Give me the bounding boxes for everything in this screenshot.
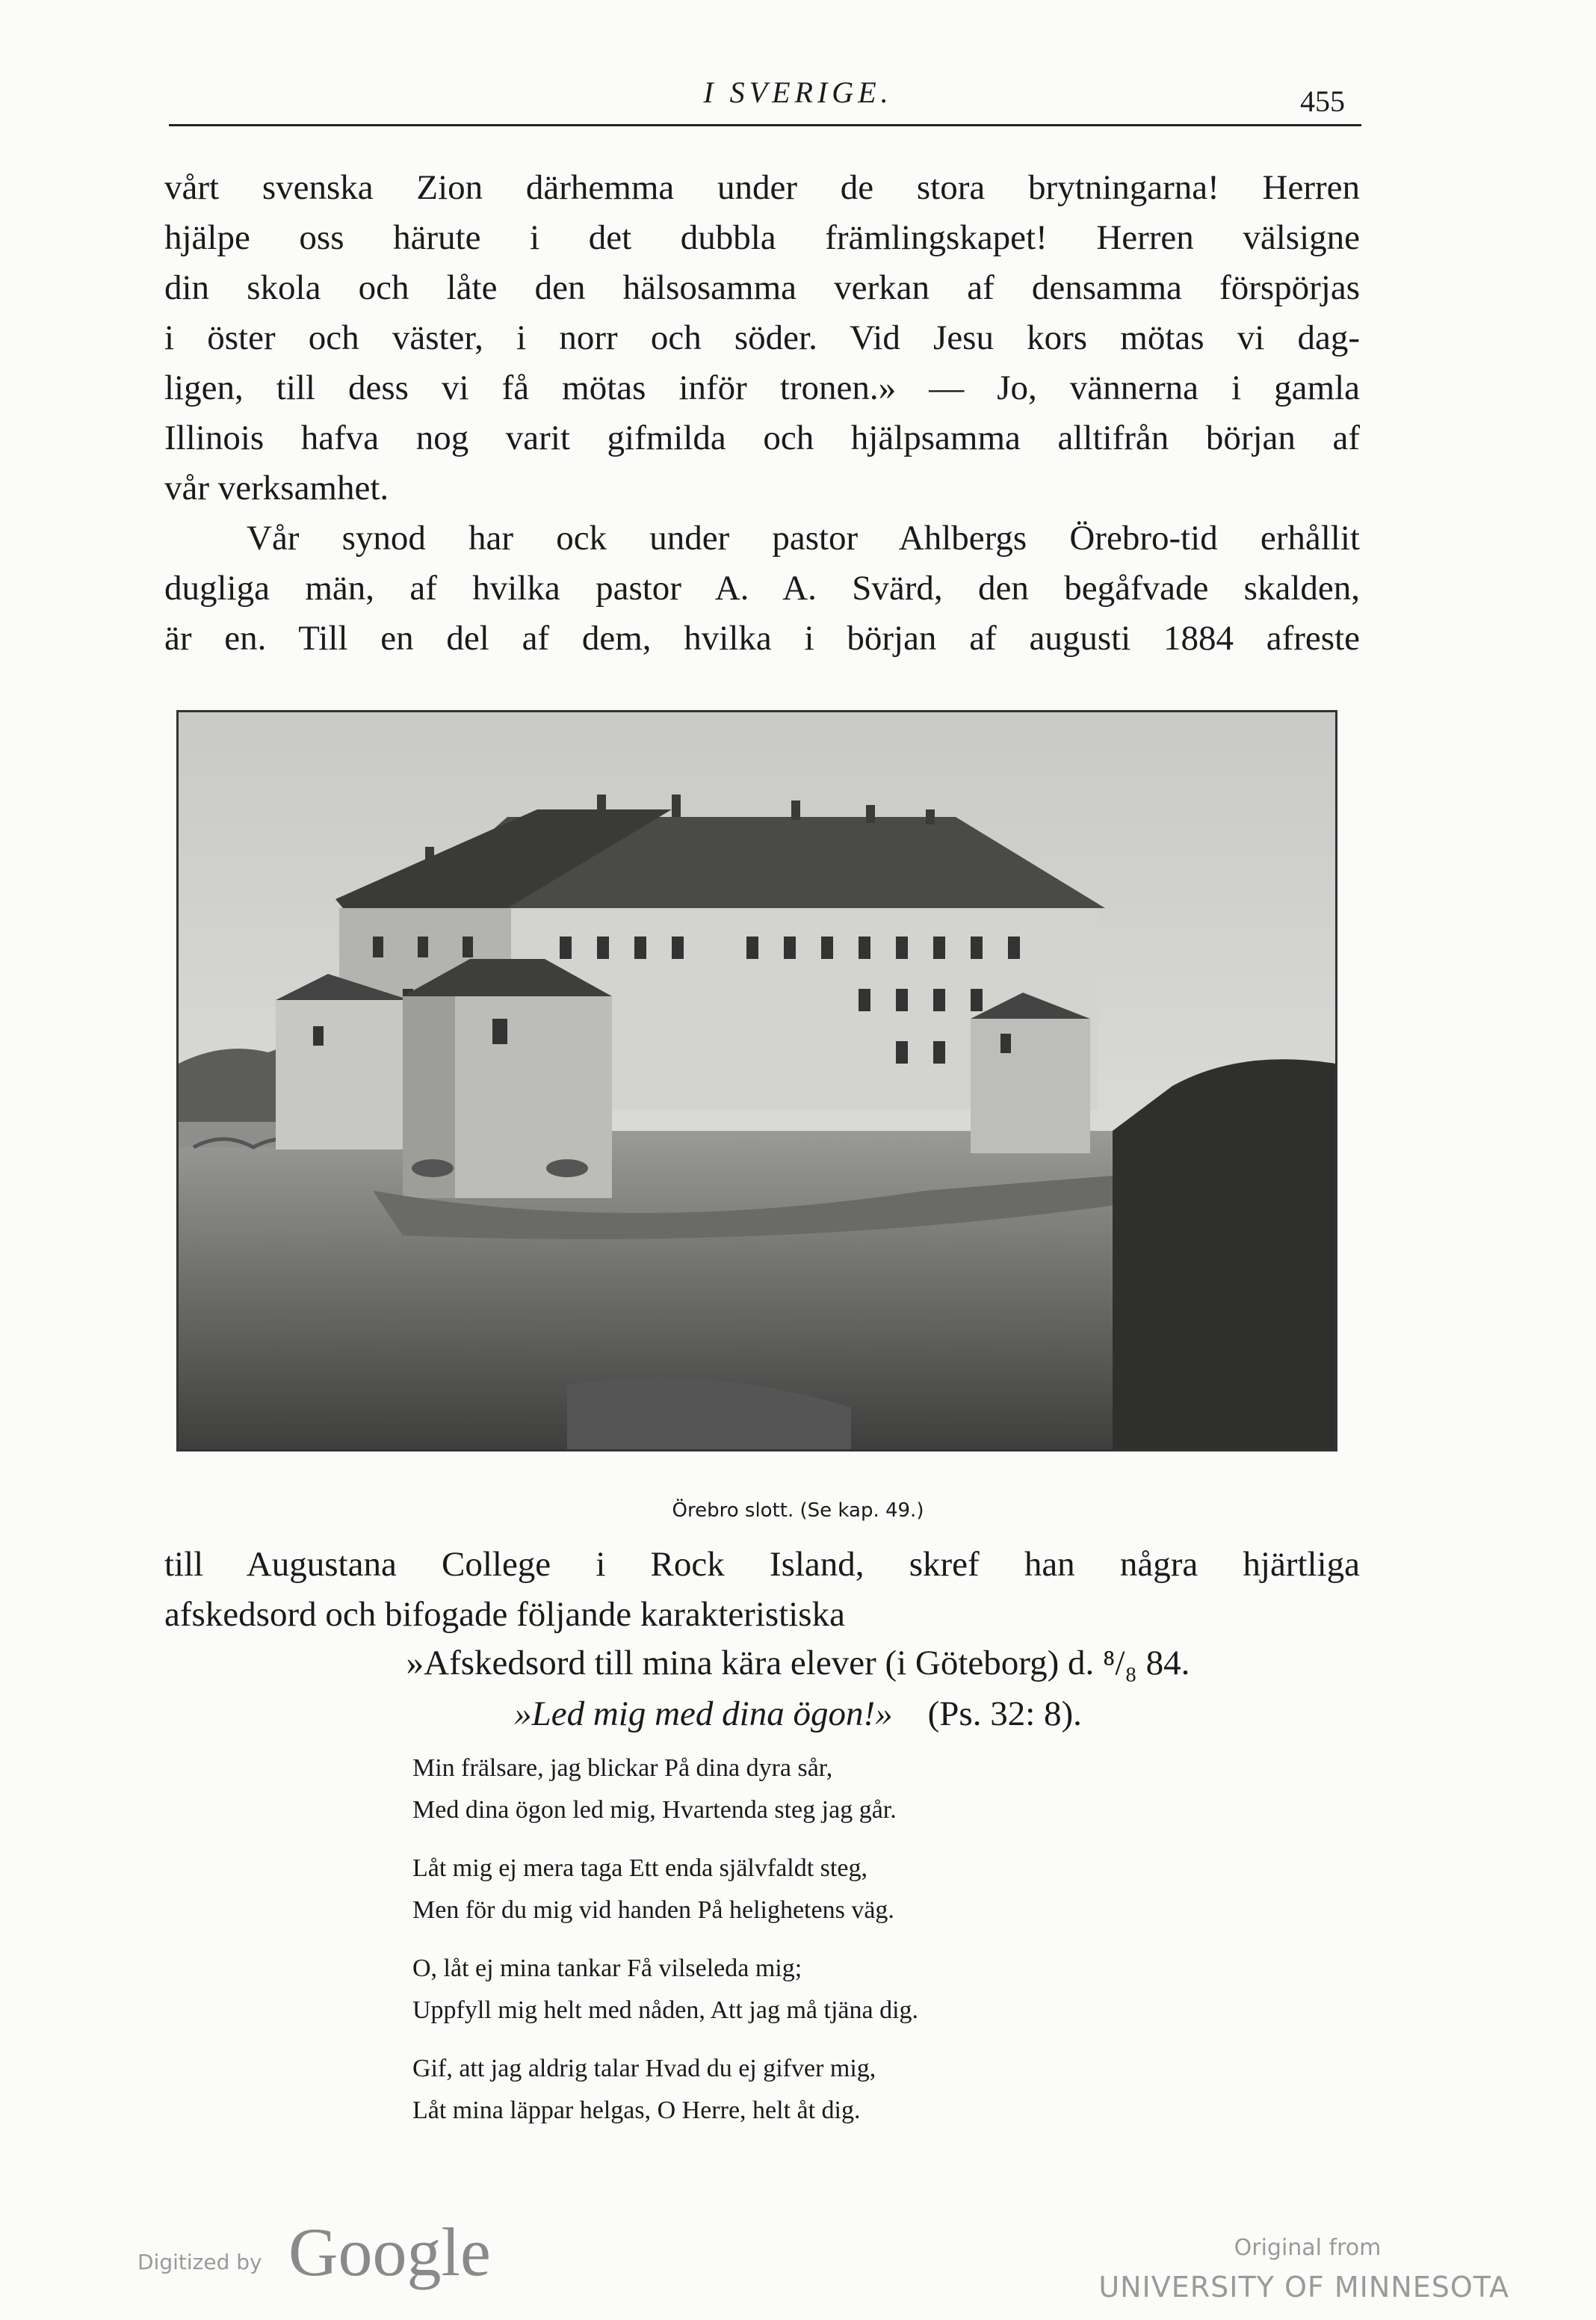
text-line: ligen, till dess vi få mötas inför tronen.» — Jo, vännerna i gamla [164,368,1360,407]
google-logo: Google [288,2214,491,2290]
poem-line: Min frälsare, jag blickar På dina dyra sår, [412,1754,833,1782]
paragraph-3 [164,1540,1360,1640]
text-line: afskedsord och bifogade följande karakteristiska [164,1595,845,1634]
text-line: hjälpe oss härute i det dubbla främlingskapet! Herren välsigne [164,218,1360,257]
text-line: vår verksamhet. [164,469,389,508]
poem-line: O, låt ej mina tankar Få vilseleda mig; [412,1955,802,1982]
poem-stanza [412,1848,918,1931]
orebro-castle-illustration [179,712,1335,1449]
poem-stanza [412,1948,918,2031]
figure-caption: Örebro slott. (Se kap. 49.) [672,1499,924,1522]
poem-line: Låt mina läppar helgas, O Herre, helt åt dig. [412,2097,861,2124]
poem-line: Med dina ögon led mig, Hvartenda steg jag går. [412,1796,897,1824]
text-line: dugliga män, af hvilka pastor A. A. Svärd, den begåfvade skalden, [164,569,1360,608]
text-line: din skola och låte den hälsosamma verkan af densamma förspörjas [164,268,1360,307]
text-line: är en. Till en del af dem, hvilka i början af augusti 1884 afreste [164,619,1360,658]
text-line: vårt svenska Zion därhemma under de stora brytningarna! Herren [164,168,1360,207]
poem-title: »Afskedsord till mina kära elever (i Göteborg) d. ⁸/₈ 84. [406,1644,1190,1682]
text-line: Illinois hafva nog varit gifmilda och hjälpsamma alltifrån början af [164,419,1360,457]
university-label: UNIVERSITY OF MINNESOTA [1098,2271,1509,2304]
poem-subtitle-ref: (Ps. 32: 8). [927,1694,1082,1733]
poem-line: Men för du mig vid handen På helighetens väg. [412,1896,894,1924]
castle-photograph [176,710,1337,1451]
digitized-by-label: Digitized by [137,2250,262,2274]
poem-line: Låt mig ej mera taga Ett enda självfaldt steg, [412,1854,867,1882]
text-line: Vår synod har ock under pastor Ahlbergs Örebro-tid erhållit [247,519,1360,558]
poem-line: Uppfyll mig helt med nåden, Att jag må tjäna dig. [412,1996,919,2024]
page-number: 455 [1300,84,1345,118]
header-rule [169,124,1361,126]
poem-stanza [412,1747,918,1831]
text-line: till Augustana College i Rock Island, skref han några hjärtliga [164,1545,1360,1584]
text-line: i öster och väster, i norr och söder. Vid Jesu kors mötas vi dag- [164,318,1360,357]
poem-stanza [412,2048,918,2132]
poem-subtitle [0,1694,1596,1734]
poem-subtitle-quote: »Led mig med dina ögon!» [514,1694,893,1733]
poem [412,1747,918,2148]
original-from-label: Original from [1234,2235,1382,2261]
running-title: I SVERIGE. [703,75,893,109]
paragraph-1 [164,163,1360,513]
poem-line: Gif, att jag aldrig talar Hvad du ej gifver mig, [412,2055,876,2082]
paragraph-2 [164,513,1360,664]
